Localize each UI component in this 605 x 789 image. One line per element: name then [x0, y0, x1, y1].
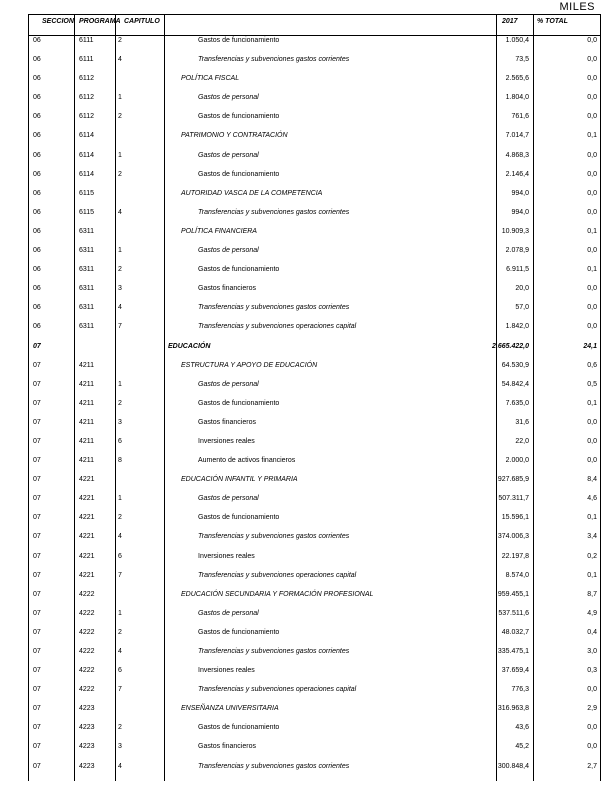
cell-pct-total: 0,3: [587, 667, 597, 675]
cell-value-2017: 1.050,4: [505, 37, 529, 44]
cell-value-2017: 537.511,6: [498, 609, 529, 617]
header-programa: PROGRAMA: [79, 18, 121, 25]
cell-capitulo: 7: [118, 323, 122, 331]
cell-description: Gastos de funcionamiento: [198, 399, 280, 407]
table-row: [0, 145, 605, 164]
table-row: [0, 507, 605, 526]
cell-capitulo: 1: [118, 609, 122, 617]
cell-seccion: 07: [33, 743, 41, 751]
table-row: [0, 679, 605, 698]
table-row: [0, 622, 605, 641]
cell-seccion: 06: [33, 189, 41, 197]
cell-capitulo: 2: [118, 37, 122, 44]
cell-programa: 6114: [79, 170, 95, 178]
cell-description: Gastos de funcionamiento: [198, 170, 280, 178]
cell-value-2017: 8.574,0: [505, 571, 529, 579]
header-seccion: SECCION: [42, 18, 74, 25]
cell-pct-total: 0,6: [587, 361, 597, 369]
cell-pct-total: 0,0: [587, 304, 597, 312]
cell-value-2017: 22.197,8: [501, 552, 529, 560]
cell-description: PATRIMONIO Y CONTRATACIÓN: [181, 132, 288, 140]
cell-description: Inversiones reales: [198, 437, 255, 445]
cell-seccion: 07: [33, 667, 41, 675]
cell-capitulo: 6: [118, 552, 122, 560]
cell-pct-total: 0,0: [587, 743, 597, 751]
table-row: [0, 164, 605, 183]
cell-programa: 6114: [79, 151, 95, 159]
cell-programa: 4222: [79, 609, 95, 617]
cell-value-2017: 374.006,3: [497, 533, 529, 541]
table-row: [0, 717, 605, 736]
table-row: [0, 202, 605, 221]
cell-pct-total: 0,1: [587, 132, 597, 140]
table-row: [0, 355, 605, 374]
cell-pct-total: 3,4: [587, 533, 597, 541]
cell-pct-total: 0,0: [587, 113, 597, 121]
cell-pct-total: 24,1: [583, 342, 597, 350]
cell-pct-total: 3,0: [587, 648, 597, 655]
cell-seccion: 07: [33, 590, 41, 598]
cell-value-2017: 7.635,0: [505, 399, 529, 407]
cell-programa: 6112: [79, 75, 95, 83]
cell-capitulo: 2: [118, 113, 122, 121]
cell-pct-total: 0,1: [587, 514, 597, 522]
cell-pct-total: 0,0: [587, 247, 597, 255]
cell-capitulo: 8: [118, 457, 122, 465]
cell-pct-total: 0,5: [587, 380, 597, 388]
cell-capitulo: 4: [118, 56, 122, 64]
cell-value-2017: 57,0: [515, 304, 529, 312]
table-row: [0, 660, 605, 679]
cell-description: Gastos de personal: [198, 609, 259, 617]
cell-seccion: 07: [33, 361, 41, 369]
cell-description: Inversiones reales: [198, 552, 255, 560]
cell-capitulo: 4: [118, 762, 122, 770]
cell-value-2017: 507.311,7: [498, 495, 529, 503]
cell-seccion: 07: [33, 437, 41, 445]
table-row: [0, 488, 605, 507]
cell-pct-total: 0,0: [587, 323, 597, 331]
cell-pct-total: 0,2: [587, 552, 597, 560]
table-row: [0, 316, 605, 335]
cell-description: Transferencias y subvenciones gastos corrientes: [198, 56, 350, 64]
table-row: [0, 450, 605, 469]
cell-seccion: 06: [33, 56, 41, 64]
cell-seccion: 06: [33, 285, 41, 293]
cell-pct-total: 4,9: [587, 609, 597, 617]
cell-value-2017: 31,6: [515, 418, 529, 426]
cell-description: ENSEÑANZA UNIVERSITARIA: [181, 705, 279, 713]
table-row: [0, 374, 605, 393]
cell-pct-total: 0,0: [587, 208, 597, 216]
cell-capitulo: 7: [118, 686, 122, 694]
table-row: [0, 393, 605, 412]
cell-value-2017: 6.911,5: [506, 266, 529, 274]
cell-description: Gastos de personal: [198, 247, 259, 255]
cell-value-2017: 64.530,9: [501, 361, 529, 369]
cell-pct-total: 0,0: [587, 418, 597, 426]
cell-programa: 4221: [79, 495, 95, 503]
cell-value-2017: 7.014,7: [505, 132, 529, 140]
cell-seccion: 07: [33, 571, 41, 579]
cell-pct-total: 8,7: [587, 590, 597, 598]
cell-programa: 4223: [79, 762, 95, 770]
cell-programa: 6114: [79, 132, 95, 140]
cell-pct-total: 0,0: [587, 37, 597, 44]
cell-programa: 6311: [79, 266, 95, 274]
table-row: [0, 469, 605, 488]
cell-value-2017: 335.475,1: [497, 648, 529, 655]
header-year: 2017: [502, 18, 518, 25]
cell-value-2017: 2.665.422,0: [492, 342, 529, 350]
table-row: [0, 546, 605, 565]
cell-seccion: 06: [33, 247, 41, 255]
table-row: [0, 603, 605, 622]
cell-pct-total: 0,0: [587, 457, 597, 465]
table-row: [0, 49, 605, 68]
cell-programa: 4211: [79, 361, 95, 369]
cell-capitulo: 1: [118, 380, 122, 388]
cell-programa: 6311: [79, 323, 95, 331]
cell-seccion: 06: [33, 170, 41, 178]
cell-capitulo: 2: [118, 170, 122, 178]
table-row: [0, 565, 605, 584]
cell-description: Gastos de funcionamiento: [198, 37, 280, 44]
cell-programa: 4221: [79, 571, 95, 579]
cell-value-2017: 48.032,7: [501, 628, 529, 636]
units-label: MILES: [559, 1, 595, 13]
cell-programa: 6311: [79, 227, 95, 235]
cell-description: EDUCACIÓN SECUNDARIA Y FORMACIÓN PROFESIONAL: [181, 590, 374, 598]
cell-pct-total: 0,1: [587, 266, 597, 274]
table-row: [0, 412, 605, 431]
cell-seccion: 07: [33, 609, 41, 617]
cell-description: Gastos de personal: [198, 495, 259, 503]
cell-capitulo: 7: [118, 571, 122, 579]
table-row: [0, 431, 605, 450]
cell-seccion: 07: [33, 648, 41, 655]
cell-programa: 4223: [79, 724, 95, 732]
cell-value-2017: 45,2: [515, 743, 529, 751]
cell-value-2017: 4.868,3: [505, 151, 529, 159]
cell-capitulo: 3: [118, 418, 122, 426]
cell-capitulo: 3: [118, 285, 122, 293]
table-row: [0, 68, 605, 87]
cell-pct-total: 0,4: [587, 628, 597, 636]
cell-programa: 4222: [79, 648, 95, 655]
cell-seccion: 07: [33, 628, 41, 636]
cell-seccion: 07: [33, 418, 41, 426]
cell-value-2017: 20,0: [515, 285, 529, 293]
cell-value-2017: 959.455,1: [497, 590, 529, 598]
cell-pct-total: 0,0: [587, 151, 597, 159]
cell-seccion: 07: [33, 457, 41, 465]
cell-seccion: 06: [33, 37, 41, 44]
cell-programa: 4223: [79, 705, 95, 713]
cell-programa: 6311: [79, 304, 95, 312]
cell-programa: 4221: [79, 514, 95, 522]
cell-description: Transferencias y subvenciones gastos corrientes: [198, 648, 350, 655]
table-row: [0, 30, 605, 49]
cell-description: Gastos de personal: [198, 94, 259, 102]
cell-description: Aumento de activos financieros: [198, 457, 296, 465]
cell-description: Gastos financieros: [198, 285, 256, 293]
cell-seccion: 07: [33, 533, 41, 541]
cell-programa: 4211: [79, 457, 95, 465]
cell-pct-total: 0,1: [587, 399, 597, 407]
cell-description: AUTORIDAD VASCA DE LA COMPETENCIA: [181, 189, 323, 197]
cell-value-2017: 10.909,3: [501, 227, 529, 235]
cell-programa: 4221: [79, 533, 95, 541]
cell-description: Gastos de funcionamiento: [198, 113, 280, 121]
table-row: [0, 106, 605, 125]
cell-seccion: 07: [33, 342, 41, 350]
cell-pct-total: 0,0: [587, 285, 597, 293]
cell-value-2017: 776,3: [511, 686, 529, 694]
cell-value-2017: 761,6: [511, 113, 529, 121]
cell-description: Transferencias y subvenciones operaciones capital: [198, 323, 357, 331]
cell-description: Transferencias y subvenciones gastos corrientes: [198, 533, 350, 541]
cell-programa: 4222: [79, 628, 95, 636]
table-row: [0, 526, 605, 545]
cell-programa: 4211: [79, 437, 95, 445]
table-row: [0, 584, 605, 603]
cell-seccion: 06: [33, 151, 41, 159]
cell-value-2017: 300.848,4: [497, 762, 529, 770]
cell-programa: 4222: [79, 590, 95, 598]
cell-description: EDUCACIÓN INFANTIL Y PRIMARIA: [181, 476, 298, 484]
cell-seccion: 07: [33, 724, 41, 732]
cell-capitulo: 4: [118, 533, 122, 541]
cell-description: Gastos de funcionamiento: [198, 266, 280, 274]
cell-description: Inversiones reales: [198, 667, 255, 675]
cell-seccion: 07: [33, 399, 41, 407]
cell-programa: 4221: [79, 552, 95, 560]
cell-description: Gastos de funcionamiento: [198, 628, 280, 636]
cell-programa: 6311: [79, 247, 95, 255]
cell-programa: 6111: [79, 37, 94, 44]
cell-value-2017: 2.078,9: [505, 247, 529, 255]
cell-seccion: 06: [33, 75, 41, 83]
cell-description: Gastos de personal: [198, 151, 259, 159]
cell-pct-total: 0,0: [587, 94, 597, 102]
cell-seccion: 07: [33, 686, 41, 694]
cell-programa: 4222: [79, 667, 95, 675]
cell-pct-total: 8,4: [587, 476, 597, 484]
cell-seccion: 07: [33, 705, 41, 713]
cell-seccion: 06: [33, 94, 41, 102]
table-row: [0, 183, 605, 202]
cell-programa: 6112: [79, 94, 95, 102]
cell-programa: 4223: [79, 743, 95, 751]
table-row: [0, 698, 605, 717]
cell-pct-total: 2,7: [587, 762, 597, 770]
cell-capitulo: 1: [118, 247, 122, 255]
cell-seccion: 06: [33, 132, 41, 140]
cell-value-2017: 15.596,1: [501, 514, 529, 522]
cell-pct-total: 0,1: [587, 227, 597, 235]
cell-description: Gastos de funcionamiento: [198, 514, 280, 522]
table-row: [0, 259, 605, 278]
cell-value-2017: 1.842,0: [505, 323, 529, 331]
cell-pct-total: 0,0: [587, 170, 597, 178]
cell-description: Transferencias y subvenciones operaciones capital: [198, 686, 357, 694]
header-capitulo: CAPITULO: [124, 18, 160, 25]
cell-pct-total: 0,0: [587, 75, 597, 83]
table-row: [0, 87, 605, 106]
cell-programa: 4211: [79, 399, 95, 407]
table-row: [0, 756, 605, 775]
cell-capitulo: 2: [118, 724, 122, 732]
cell-programa: 4222: [79, 686, 95, 694]
cell-value-2017: 1.804,0: [505, 94, 529, 102]
table-row: [0, 336, 605, 355]
cell-value-2017: 2.000,0: [505, 457, 529, 465]
cell-seccion: 07: [33, 495, 41, 503]
cell-seccion: 07: [33, 380, 41, 388]
cell-description: Transferencias y subvenciones gastos corrientes: [198, 208, 350, 216]
cell-pct-total: 0,0: [587, 189, 597, 197]
cell-seccion: 07: [33, 514, 41, 522]
cell-description: ESTRUCTURA Y APOYO DE EDUCACIÓN: [181, 361, 318, 369]
cell-programa: 4211: [79, 380, 95, 388]
table-row: [0, 278, 605, 297]
cell-value-2017: 316.963,8: [497, 705, 529, 713]
cell-programa: 4211: [79, 418, 95, 426]
cell-value-2017: 994,0: [511, 189, 529, 197]
cell-pct-total: 0,0: [587, 724, 597, 732]
cell-pct-total: 0,1: [587, 571, 597, 579]
cell-seccion: 07: [33, 762, 41, 770]
cell-capitulo: 1: [118, 94, 122, 102]
cell-seccion: 06: [33, 113, 41, 121]
cell-description: Transferencias y subvenciones gastos corrientes: [198, 762, 350, 770]
cell-seccion: 06: [33, 323, 41, 331]
cell-value-2017: 2.565,6: [505, 75, 529, 83]
cell-value-2017: 37.659,4: [501, 667, 529, 675]
cell-seccion: 06: [33, 304, 41, 312]
cell-description: EDUCACIÓN: [168, 342, 211, 350]
cell-programa: 6111: [79, 56, 94, 64]
cell-description: Gastos financieros: [198, 743, 256, 751]
cell-pct-total: 0,0: [587, 437, 597, 445]
cell-description: Gastos financieros: [198, 418, 256, 426]
cell-programa: 6115: [79, 208, 95, 216]
cell-seccion: 06: [33, 227, 41, 235]
cell-capitulo: 4: [118, 208, 122, 216]
header-pct-total: % TOTAL: [537, 18, 568, 25]
cell-description: POLÍTICA FISCAL: [181, 75, 240, 83]
cell-capitulo: 4: [118, 304, 122, 312]
cell-capitulo: 2: [118, 399, 122, 407]
cell-programa: 6115: [79, 189, 95, 197]
cell-description: Transferencias y subvenciones operaciones capital: [198, 571, 357, 579]
table-row: [0, 221, 605, 240]
cell-seccion: 07: [33, 476, 41, 484]
cell-programa: 6311: [79, 285, 95, 293]
cell-value-2017: 2.146,4: [505, 170, 529, 178]
cell-capitulo: 3: [118, 743, 122, 751]
cell-capitulo: 6: [118, 667, 122, 675]
cell-capitulo: 2: [118, 628, 122, 636]
cell-capitulo: 2: [118, 514, 122, 522]
table-row: [0, 240, 605, 259]
cell-description: POLÍTICA FINANCIERA: [181, 227, 257, 235]
cell-capitulo: 4: [118, 648, 122, 655]
cell-capitulo: 2: [118, 266, 122, 274]
cell-seccion: 06: [33, 266, 41, 274]
cell-capitulo: 6: [118, 437, 122, 445]
budget-table: [0, 30, 605, 775]
cell-value-2017: 43,6: [515, 724, 529, 732]
cell-programa: 6112: [79, 113, 95, 121]
cell-value-2017: 927.685,9: [497, 476, 529, 484]
cell-pct-total: 2,9: [587, 705, 597, 713]
cell-capitulo: 1: [118, 495, 122, 503]
cell-programa: 4221: [79, 476, 95, 484]
cell-seccion: 07: [33, 552, 41, 560]
cell-value-2017: 73,5: [515, 56, 529, 64]
cell-pct-total: 4,6: [587, 495, 597, 503]
table-row: [0, 736, 605, 755]
cell-pct-total: 0,0: [587, 686, 597, 694]
cell-seccion: 06: [33, 208, 41, 216]
cell-value-2017: 994,0: [511, 208, 529, 216]
cell-value-2017: 22,0: [515, 437, 529, 445]
cell-pct-total: 0,0: [587, 56, 597, 64]
table-row: [0, 641, 605, 660]
cell-capitulo: 1: [118, 151, 122, 159]
table-row: [0, 297, 605, 316]
cell-value-2017: 54.842,4: [501, 380, 529, 388]
cell-description: Gastos de personal: [198, 380, 259, 388]
cell-description: Gastos de funcionamiento: [198, 724, 280, 732]
cell-description: Transferencias y subvenciones gastos corrientes: [198, 304, 350, 312]
table-row: [0, 125, 605, 144]
